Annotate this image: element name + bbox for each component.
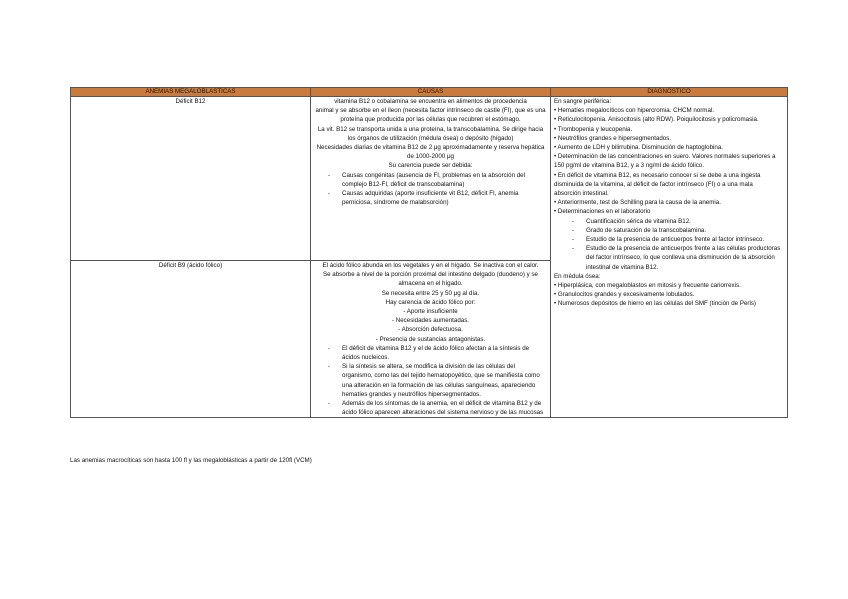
causes-b12	[311, 97, 551, 261]
diagnosis-cell	[551, 97, 788, 418]
list-item: - Si la síntesis se altera, se modifica la división de las células del organismo, como las del tejido hematopoyético, que se manifiesta como una alteración en la formación de las células sanguíneas, apareciendo hematíes grandes y neutrófilos hipersegmentados.	[314, 362, 547, 399]
list-item: - Además de los síntomas de la anemia, en el déficit de vitamina B12 y de ácido fólico aparecen alteraciones del sistema nervioso y de las mucosas	[314, 399, 547, 417]
paragraph: En médula ósea:	[554, 272, 601, 280]
list-item: - Absorción defectuosa.	[314, 325, 547, 334]
paragraph: Necesidades diarias de vitamina B12 de 2 μg aproximadamente y reserva hepática de 1000-2000 μg	[316, 144, 545, 161]
paragraph: Su carencia puede ser debida:	[388, 162, 473, 170]
list-item: - Estudio de la presencia de anticuerpos frente al factor intrínseco.	[554, 235, 784, 244]
paragraph: El ácido fólico abunda en los vegetales y en el hígado. Se inactiva con el calor.	[322, 262, 539, 269]
paragraph: disminuida de la vitamina, al déficit de factor intrínseco (FI) o a una mala	[554, 180, 753, 188]
paragraph: • Anteriormente, test de Schilling para la causa de la anemia.	[554, 199, 721, 207]
paragraph: • Granulocitos grandes y excesivamente lobulados.	[554, 291, 695, 299]
paragraph: animal y se absorbe en el íleon (necesita factor intrínseco de castle (FI), que es una proteína que producida por las células que recubren el estómago.	[315, 107, 546, 124]
table-row	[71, 97, 788, 261]
paragraph: • Hematíes megalocíticos con hipercromia. CHCM normal.	[554, 107, 714, 115]
list-item: - Grado de saturación de la transcobalamina.	[554, 226, 784, 235]
list-item: - Estudio de la presencia de anticuerpos frente a las células productoras del factor intrínseco, lo que conlleva una disminución de la absorción intestinal de vitamina B12.	[554, 244, 784, 272]
paragraph: • Trombopenia y leucopenia.	[554, 125, 633, 133]
paragraph: En sangre periférica:	[554, 98, 612, 105]
paragraph: • Aumento de LDH y bilirrubina. Disminución de haptoglobina.	[554, 144, 723, 152]
paragraph: • Determinaciones en el laboratorio	[554, 208, 651, 216]
list-item: - Presencia de sustancias antagonistas.	[314, 335, 547, 344]
list-item: - Aporte insuficiente	[314, 307, 547, 316]
document-page	[70, 87, 781, 418]
paragraph: • Numerosos depósitos de hierro en las células del SMF (tinción de Perls)	[554, 300, 756, 308]
paragraph: La vit. B12 se transporta unida a una proteína, la transcobalamina. Se dirige hacia los órganos de utilización (médula ósea) o depósito (hígado)	[317, 125, 544, 142]
list-item: - Cuantificación sérica de vitamina B12.	[554, 217, 784, 226]
paragraph: vitamina B12 o cobalamina se encuentra en alimentos de procedencia	[334, 98, 527, 105]
row-name-b9: Déficit B9 (ácido fólico)	[71, 261, 311, 418]
paragraph: absorción intestinal.	[554, 190, 609, 198]
footnote: Las anemias macrocíticas son hasta 100 fl y las megaloblásticas a partir de 120fl (VCM)	[70, 457, 312, 464]
paragraph: • Reticulocitopenia. Anisocitosis (alto RDW). Poiquilocitosis y policromasia.	[554, 116, 759, 124]
list-item: - Necesidades aumentadas.	[314, 316, 547, 325]
row-name-b12: Déficit B12	[71, 97, 311, 261]
paragraph: Hay carencia de ácido fólico por:	[385, 298, 476, 306]
header-anemias: ANEMIAS MEGALOBLASTICAS	[71, 88, 311, 97]
list-item: - Causas congénitas (ausencia de FI, problemas en la absorción del complejo B12-FI, déficit de transcobalamina)	[314, 171, 547, 189]
list-item: - Causas adquiridas (aporte insuficiente vit B12, déficit FI, anemia perniciosa, síndrome de malabsorción)	[314, 189, 547, 207]
header-diagnostico: DIAGNÓSTICO	[551, 88, 788, 97]
header-causas: CAUSAS	[311, 88, 551, 97]
paragraph: • Hiperplásica, con megaloblastos en mitosis y frecuente cariorrexis.	[554, 282, 741, 290]
table-header-row	[71, 88, 788, 97]
causes-b9	[311, 261, 551, 418]
anemias-table	[70, 87, 788, 418]
paragraph: • Determinación de las concentraciones en suero. Valores normales superiores a 150 pg/ml de vitamina B12, y a 3 ng/ml de ácido fólico.	[554, 153, 776, 170]
paragraph: • Neutrófilos grandes e hipersegmentados.	[554, 134, 672, 142]
list-item: - El déficit de vitamina B12 y el de ácido fólico afectan a la síntesis de ácidos nucleicos.	[314, 344, 547, 362]
paragraph: Se necesita entre 25 y 50 μg al día.	[381, 289, 480, 297]
paragraph: Se absorbe a nivel de la porción proximal del intestino delgado (duodeno) y se almacena en el hígado.	[323, 271, 538, 288]
paragraph: • En déficit de vitamina B12, es necesario conocer si se debe a una ingesta	[554, 171, 761, 179]
